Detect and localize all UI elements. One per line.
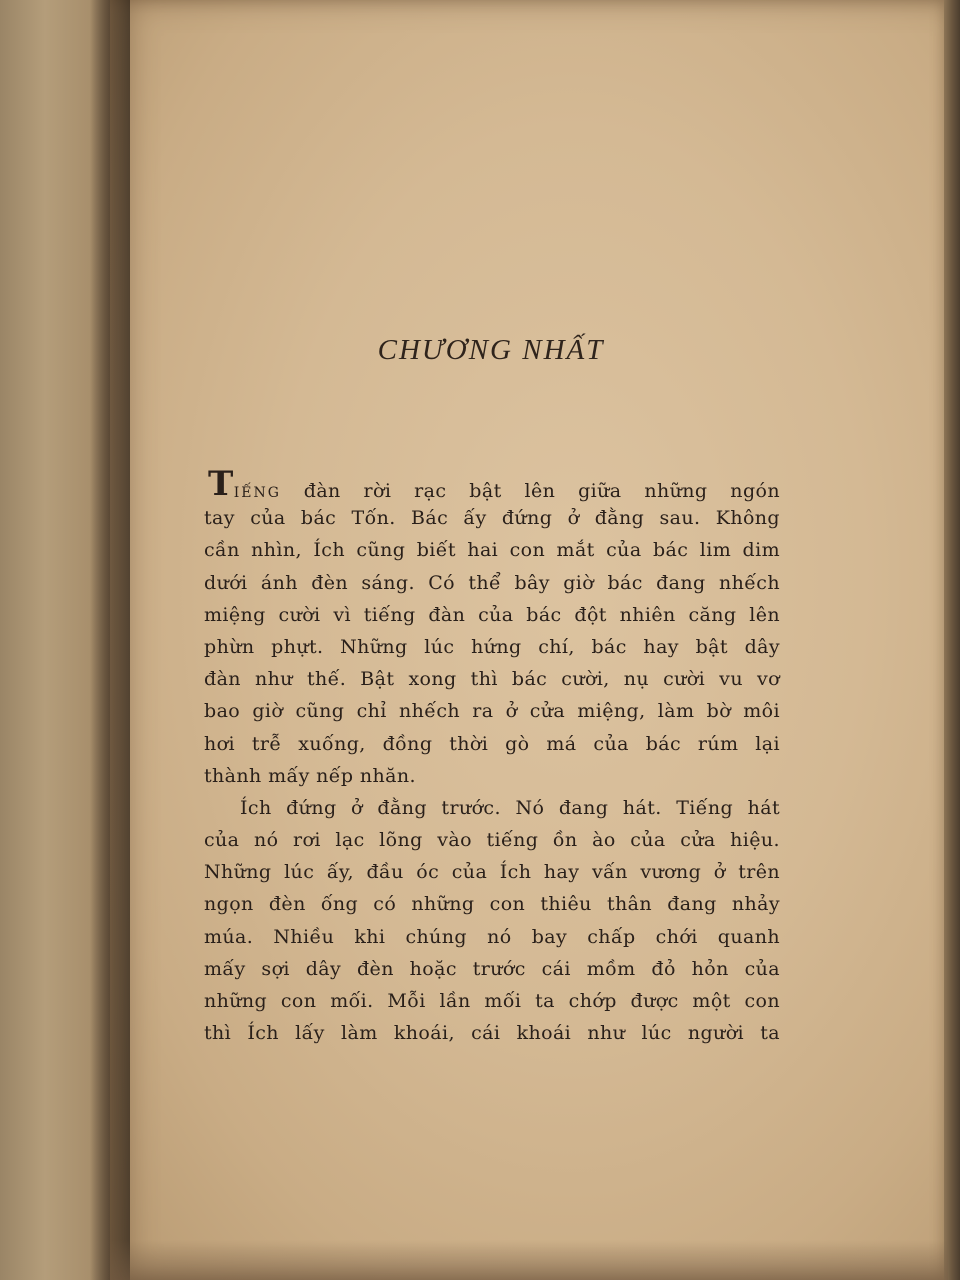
text-line: tay của bác Tốn. Bác ấy đứng ở đằng sau. Không	[204, 507, 780, 530]
body-text	[204, 464, 780, 1049]
text-line: đàn như thế. Bật xong thì bác cười, nụ cười vu vơ	[204, 668, 780, 691]
first-line-text: đàn rời rạc bật lên giữa những ngón	[303, 480, 780, 502]
text-line: dưới ánh đèn sáng. Có thể bây giờ bác đang nhếch	[204, 571, 780, 594]
paragraph-1	[204, 502, 780, 792]
text-line: thành mấy nếp nhăn.	[204, 764, 416, 787]
first-line	[204, 464, 780, 504]
chapter-title: CHƯƠNG NHẤT	[377, 334, 605, 366]
text-line: cần nhìn, Ích cũng biết hai con mắt của bác lim dim	[204, 539, 780, 562]
page-bottom-shadow	[110, 1240, 948, 1280]
gutter-shadow	[90, 0, 130, 1280]
text-line: những con mối. Mỗi lần mối ta chớp được một con	[204, 990, 780, 1012]
text-line: miệng cười vì tiếng đàn của bác đột nhiên căng lên	[204, 603, 780, 626]
text-line: phừn phựt. Những lúc hứng chí, bác hay bật dây	[204, 635, 780, 658]
text-line: Ích đứng ở đằng trước. Nó đang hát. Tiếng hát	[240, 796, 780, 819]
text-line: múa. Nhiều khi chúng nó bay chấp chới quanh	[204, 925, 780, 948]
text-line: của nó rơi lạc lõng vào tiếng ồn ào của cửa hiệu.	[204, 829, 780, 852]
drop-cap: T	[208, 464, 234, 504]
right-page-edge	[944, 0, 960, 1280]
paragraph-2	[204, 792, 780, 1050]
text-line: mấy sợi dây đèn hoặc trước cái mồm đỏ hỏn của	[204, 957, 780, 980]
text-line: Những lúc ấy, đầu óc của Ích hay vấn vương ở trên	[204, 861, 780, 884]
text-line: hơi trễ xuống, đồng thời gò má của bác rúm lại	[204, 732, 780, 755]
text-line: bao giờ cũng chỉ nhếch ra ở cửa miệng, làm bờ môi	[204, 700, 780, 723]
text-line: ngọn đèn ống có những con thiêu thân đang nhảy	[204, 893, 780, 916]
text-line: thì Ích lấy làm khoái, cái khoái như lúc người ta	[204, 1022, 780, 1045]
small-caps-word: IẾNG	[233, 485, 281, 501]
